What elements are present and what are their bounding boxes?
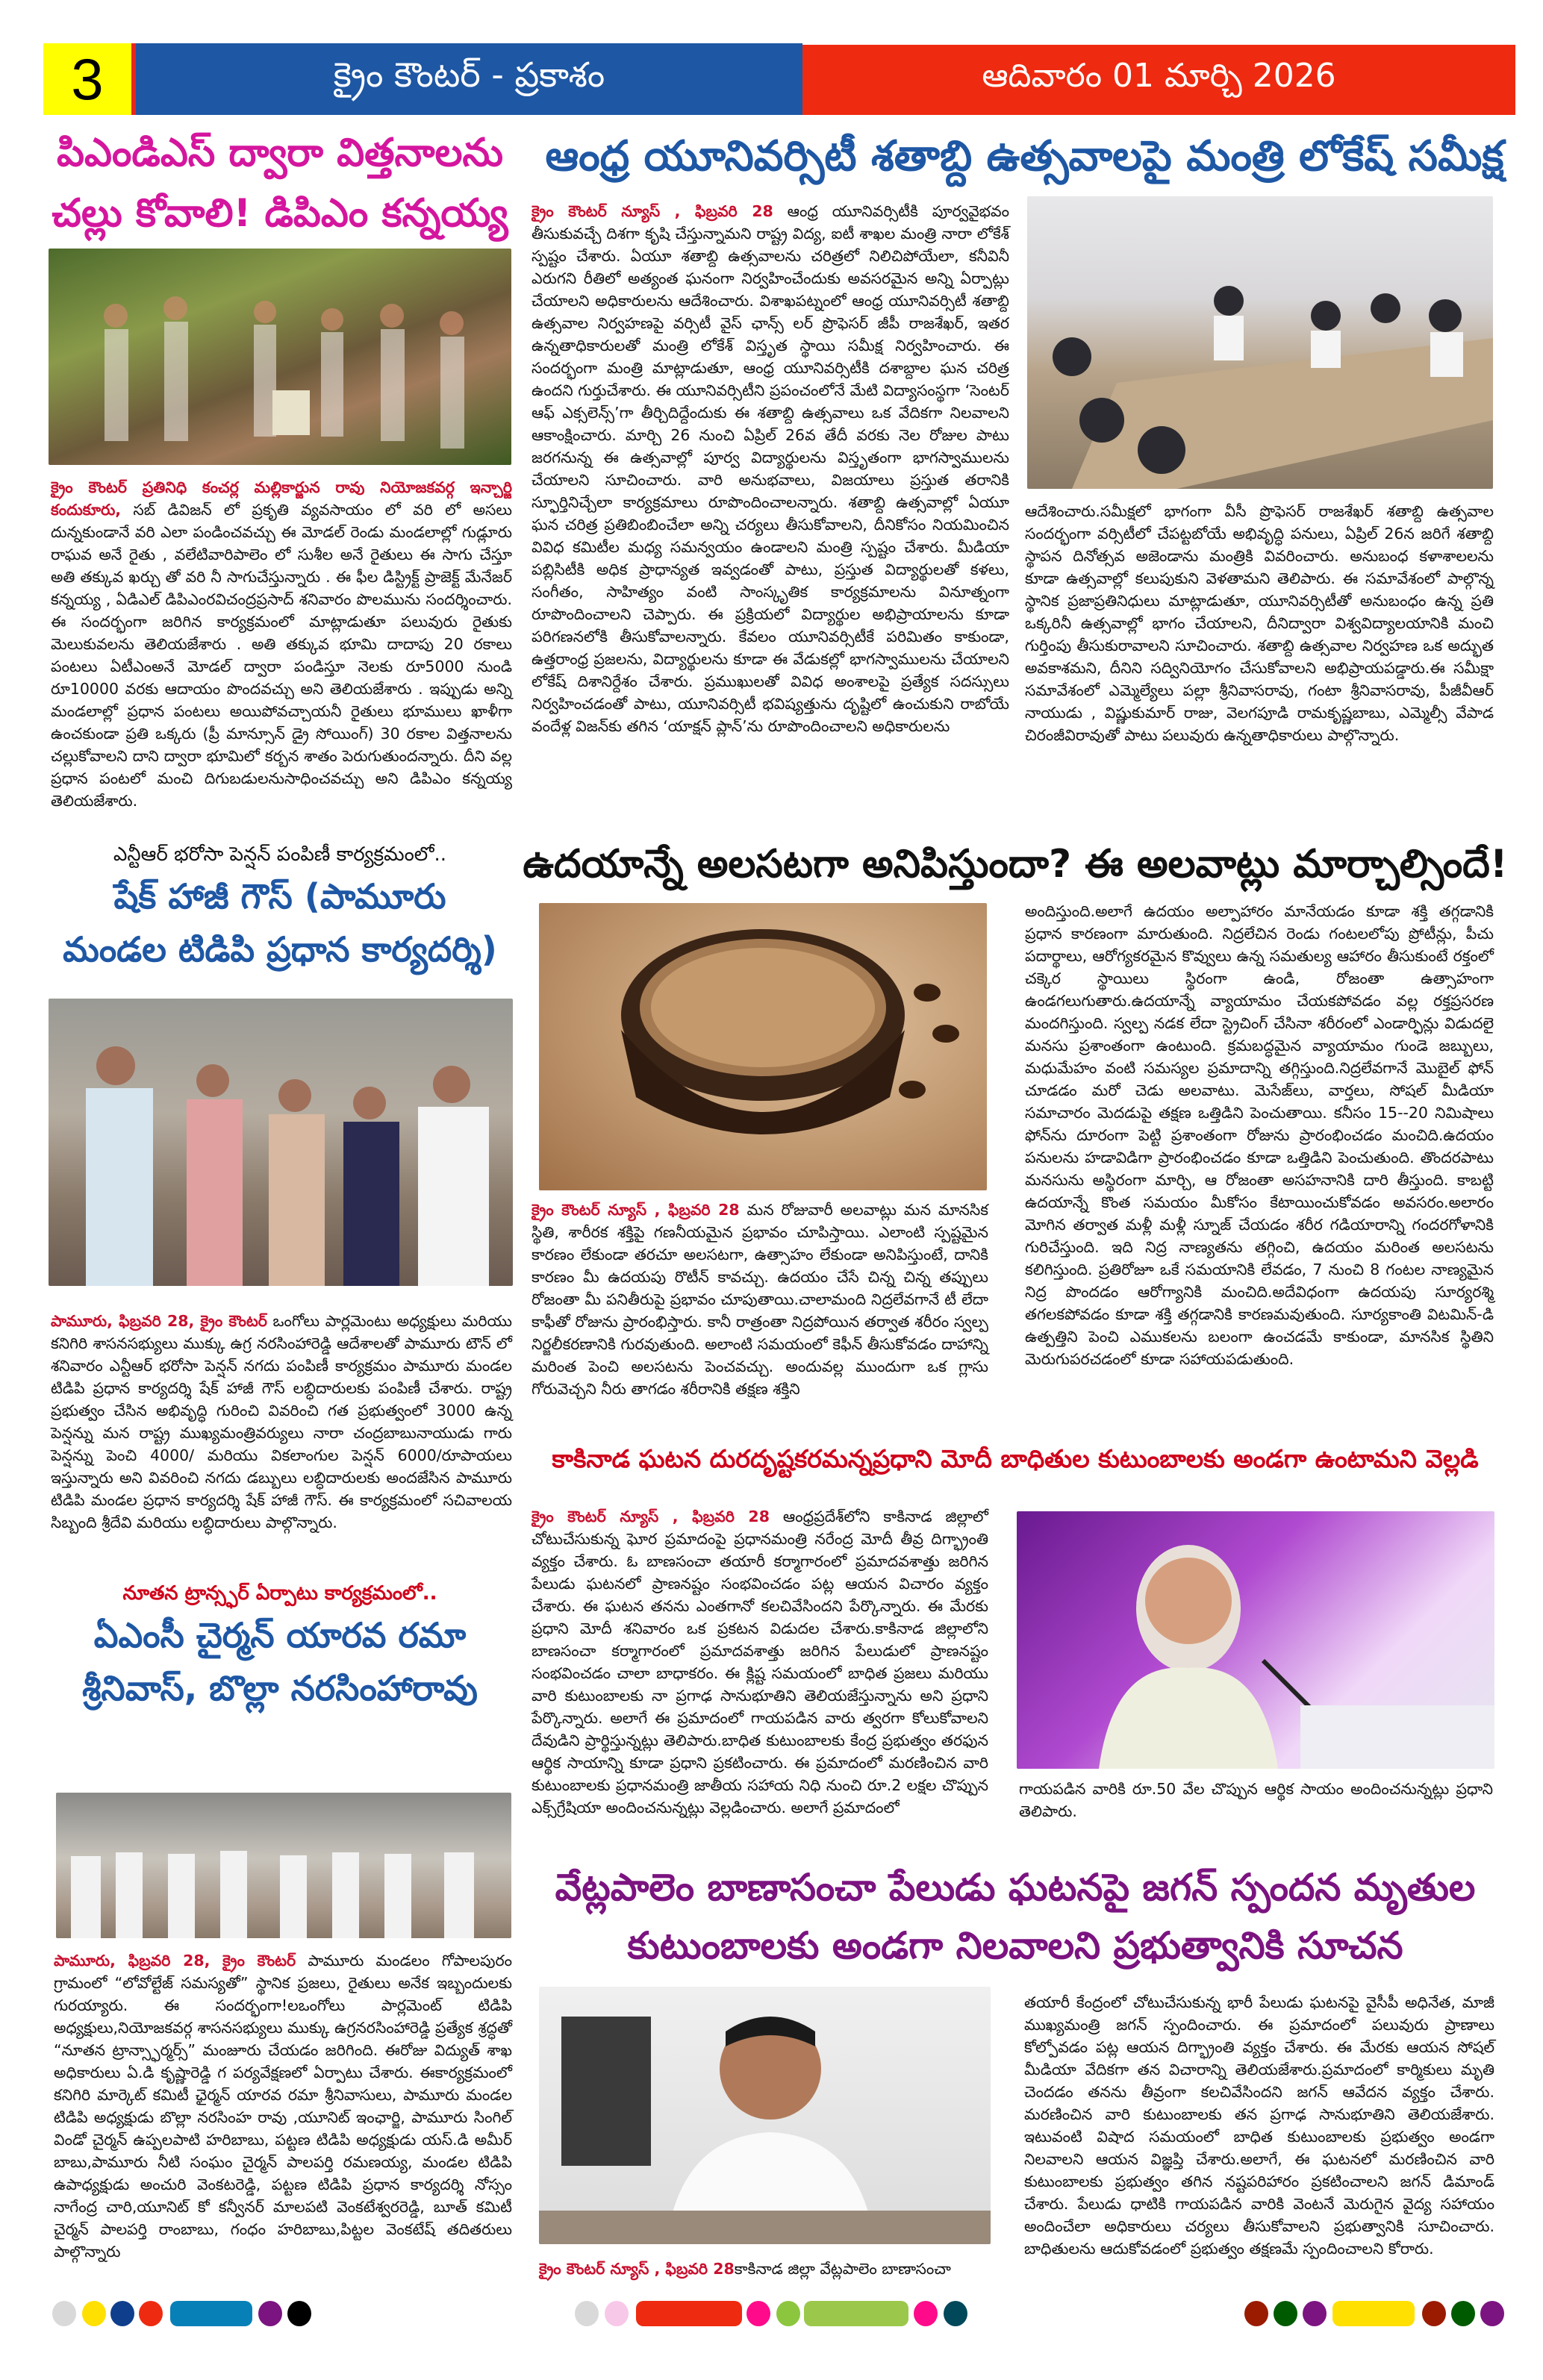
kicker: ఎన్టీఆర్ భరోసా పెన్షన్ పంపిణీ కార్యక్రమంలో.. bbox=[113, 843, 447, 866]
article-lead: క్రైం కౌంటర్ న్యూస్ , ఫిబ్రవరి 28 bbox=[532, 202, 773, 220]
headline-line: మండల టిడిపి ప్రధాన కార్యదర్శి) bbox=[63, 929, 497, 970]
article-body bbox=[54, 1949, 512, 2263]
page-number: 3 bbox=[43, 43, 136, 115]
color-mark bbox=[1244, 2301, 1268, 2326]
article-pmds bbox=[45, 123, 515, 243]
color-mark bbox=[139, 2301, 163, 2326]
article-body-continued: ఆదేశించారు.సమీక్షలో భాగంగా వీసీ ప్రొఫెసర్ రాజశేఖర్ శతాబ్ది ఉత్సవాల సందర్భంగా వర్సిటీలో చేపట్టబోయే అభివృద్ధి పనులు, ఏప్రిల్ 26న జరిగే శతాబ్ది స్థాపన దినోత్సవ అజెండాను మంత్రికి వివరించారు. అనుబంధ కళాశాలలను కూడా ఉత్సవాల్లో కలుపుకుని వెళతామని తెలిపారు. ఈ సమావేశంలో పాల్గొన్న స్థానిక ప్రజాప్రతినిధులు మాట్లాడుతూ, యూనివర్సిటీతో అనుబంధం ఉన్న ప్రతి ఒక్కరినీ ఉత్సవాల్లో భాగం చేయాలని, దీనిద్వారా విశ్వవిద్యాలయానికి మంచి గుర్తింపు తీసుకురావాలని సూచించారు. శతాబ్ది ఉత్సవాల నిర్వహణ ఒక అద్భుత అవకాశమని, దీనిని సద్వినియోగం చేసుకోవాలని అభిప్రాయపడ్డారు.ఈ సమీక్షా సమావేశంలో ఎమ్మెల్యేలు పల్లా శ్రీనివాసరావు, గంటా శ్రీనివాసరావు, పీజీవీఆర్ నాయుడు , విష్ణుకుమార్ రాజు, వెలగపూడి రామకృష్ణబాబు, ఎమ్మెల్సీ వేపాడ చిరంజీవిరావుతో పాటు పలువురు ఉన్నతాధికారులు పాల్గొన్నారు. bbox=[1025, 502, 1494, 744]
article-text: ఆంధ్రప్రదేశ్‌లోని కాకినాడ జిల్లాలో చోటుచేసుకున్న ఘోర ప్రమాదంపై ప్రధానమంత్రి నరేంద్ర మోదీ తీవ్ర దిగ్భ్రాంతి వ్యక్తం చేశారు. ఓ బాణసంచా తయారీ కర్మాగారంలో ప్రమాదవశాత్తు జరిగిన పేలుడు ఘటనలో ప్రాణనష్టం సంభవించడం పట్ల ఆయన విచారం వ్యక్తం చేశారు. ఈ ఘటన తనను ఎంతగానో కలచివేసిందని పేర్కొన్నారు. ఈ మేరకు ప్రధాని మోదీ శనివారం ఒక ప్రకటన విడుదల చేశారు.కాకినాడ జిల్లాలోని బాణసంచా కర్మాగారంలో ప్రమాదవశాత్తు జరిగిన పేలుడులో ప్రాణనష్టం సంభవించడం చాలా బాధాకరం. ఈ క్లిష్ట సమయంలో బాధిత ప్రజలు మరియు వారి కుటుంబాలకు నా ప్రగాఢ సానుభూతిని తెలియజేస్తున్నాను అని ప్రధాని పేర్కొన్నారు. అలాగే ఈ ప్రమాదంలో గాయపడిన వారు త్వరగా కోలుకోవాలని దేవుడిని ప్రార్థిస్తున్నట్లు తెలిపారు.బాధిత కుటుంబాలకు కేంద్ర ప్రభుత్వం తరఫున ఆర్థిక సాయాన్ని కూడా ప్రధాని ప్రకటించారు. ఈ ప్రమాదంలో మరణించిన వారి కుటుంబాలకు ప్రధానమంత్రి జాతీయ సహాయ నిధి నుంచి రూ.2 లక్షల చొప్పున ఎక్స్‌గ్రేషియా అందించనున్నట్లు వెల్లడించారు. అలాగే ప్రమాదంలో bbox=[532, 1508, 989, 1817]
color-mark bbox=[1451, 2301, 1475, 2326]
review-meeting-photo bbox=[1027, 196, 1493, 489]
people-silhouettes-icon bbox=[49, 999, 513, 1286]
headline-line: షేక్ హాజీ గౌస్ (పామూరు bbox=[113, 876, 446, 916]
coffee-cup-photo bbox=[539, 903, 987, 1190]
color-mark bbox=[914, 2301, 938, 2326]
headline-line: శ్రీనివాస్, బొల్లా నరసింహారావు bbox=[82, 1668, 478, 1709]
article-lead: పామూరు, ఫిబ్రవరి 28, క్రైం కౌంటర్ bbox=[51, 1312, 267, 1330]
article-body-continued: అందిస్తుంది.అలాగే ఉదయం అల్పాహారం మానేయడం కూడా శక్తి తగ్గడానికి ప్రధాన కారణంగా మారుతుంది. నిద్రలేచిన రెండు గంటలలోపు ప్రోటీన్లు, పీచు పదార్థాలు, ఆరోగ్యకరమైన కొవ్వులు ఉన్న సమతుల్య ఆహారం తీసుకుంటే రక్తంలో చక్కెర స్థాయిలు స్థిరంగా ఉండి, రోజంతా ఉత్సాహంగా ఉండగలుగుతారు.ఉదయాన్నే వ్యాయామం చేయకపోవడం వల్ల రక్తప్రసరణ మందగిస్తుంది. స్వల్ప నడక లేదా స్ట్రెచింగ్ చేసినా శరీరంలో ఎండార్ఫిన్లు విడుదలై మనసు ప్రశాంతంగా ఉంటుంది. క్రమబద్ధమైన వ్యాయామం గుండె జబ్బులు, మధుమేహం వంటి సమస్యల ప్రమాదాన్ని తగ్గిస్తుంది.నిద్రలేవగానే మొబైల్ ఫోన్ చూడడం మరో చెడు అలవాటు. మెసేజ్‌లు, వార్తలు, సోషల్ మీడియా సమాచారం మెదడుపై తక్షణ ఒత్తిడిని పెంచుతాయి. కనీసం 15--20 నిమిషాలు ఫోన్‌ను దూరంగా పెట్టి ప్రశాంతంగా రోజును ప్రారంభించడం మంచిది.ఉదయం పనులను హడావిడిగా ప్రారంభించడం కూడా ఒత్తిడిని పెంచుతుంది. తొందరపాటు మనసును అస్థిరంగా మార్చి, ఆ రోజంతా అసహనానికి దారి తీస్తుంది. కాబట్టి ఉదయాన్నే కొంత సమయం మీకోసం కేటాయించుకోవడం అవసరం.అలారం మోగిన తర్వాత మళ్లీ మళ్లీ స్నూజ్ చేయడం శరీర గడియారాన్ని గందరగోళానికి గురిచేస్తుంది. ఇది నిద్ర నాణ్యతను తగ్గించి, ఉదయం మరింత అలసటను కలిగిస్తుంది. ప్రతిరోజూ ఒకే సమయానికి లేవడం, 7 నుంచి 8 గంటల నాణ్యమైన నిద్ర పొందడం ఆరోగ్యానికి మంచిది.అదేవిధంగా ఉదయపు సూర్యరశ్మి తగలకపోవడం కూడా శక్తి తగ్గడానికి కారణమవుతుంది. సూర్యకాంతి విటమిన్-డి ఉత్పత్తిని పెంచి ఎముకలను బలంగా ఉంచడమే కాకుండా, మానసిక స్థితిని మెరుగుపరచడంలో కూడా సహాయపడుతుంది. bbox=[1025, 902, 1494, 1368]
paper-title: క్రైం కౌంటర్ - ప్రకాశం bbox=[136, 43, 802, 115]
color-mark bbox=[1480, 2301, 1504, 2326]
speaker-icon bbox=[1017, 1511, 1494, 1769]
article-body bbox=[51, 476, 512, 812]
headline-line: ఏఎంసీ చైర్మన్ యారవ రమా bbox=[93, 1615, 467, 1655]
article-lead: క్రైం కౌంటర్ న్యూస్ , ఫిబ్రవరి 28 bbox=[539, 2260, 735, 2278]
issue-date: ఆదివారం 01 మార్చి 2026 bbox=[802, 45, 1515, 115]
headline-lokesh: ఆంధ్ర యూనివర్సిటీ శతాబ్ది ఉత్సవాలపై మంత్రి లోకేష్ సమీక్ష bbox=[545, 132, 1504, 181]
headline-jagan bbox=[523, 1858, 1508, 1975]
color-mark bbox=[258, 2301, 282, 2326]
headline-morning: ఉదయాన్నే అలసటగా అనిపిస్తుందా? ఈ అలవాట్లు మార్చాల్సిందే! bbox=[523, 842, 1508, 887]
color-mark bbox=[82, 2301, 106, 2326]
headline-line: పిఎండిఎస్ ద్వారా విత్తనాలను bbox=[57, 131, 503, 175]
article-body bbox=[532, 1199, 988, 1400]
person-portrait-icon bbox=[539, 1987, 991, 2244]
color-mark bbox=[575, 2301, 599, 2326]
modi-speaking-photo bbox=[1017, 1511, 1494, 1769]
jagan-photo bbox=[539, 1987, 991, 2244]
headline-line: కుటుంబాలకు అండగా నిలవాలని ప్రభుత్వానికి సూచన bbox=[627, 1924, 1403, 1967]
article-lead: పామూరు, ఫిబ్రవరి 28, క్రైం కౌంటర్ bbox=[54, 1952, 296, 1970]
photo-caption: గాయపడిన వారికి రూ.50 వేల చొప్పున ఆర్థిక సాయం అందించనున్నట్లు ప్రధాని తెలిపారు. bbox=[1019, 1780, 1493, 1820]
people-silhouettes-icon bbox=[56, 1793, 511, 1938]
article-body-continued: తయారీ కేంద్రంలో చోటుచేసుకున్న భారీ పేలుడు ఘటనపై వైసీపీ అధినేత, మాజీ ముఖ్యమంత్రి జగన్ స్పందించారు. ఈ ప్రమాదంలో పలువురు ప్రాణాలు కోల్పోవడం పట్ల ఆయన దిగ్భ్రాంతి వ్యక్తం చేశారు. ఈ మేరకు ఆయన సోషల్ మీడియా వేదికగా తన విచారాన్ని తెలియజేశారు.ప్రమాదంలో కార్మికులు మృతి చెందడం తనను తీవ్రంగా కలచివేసిందని జగన్ ఆవేదన వ్యక్తం చేశారు. మరణించిన వారి కుటుంబాలకు తన ప్రగాఢ సానుభూతిని తెలియజేశారు. ఇటువంటి విషాద సమయంలో బాధిత కుటుంబాలకు ప్రభుత్వం అండగా నిలవాలని ఆయన విజ్ఞప్తి చేశారు.అలాగే, ఈ ఘటనలో మరణించిన వారి కుటుంబాలకు ప్రభుత్వం తగిన నష్టపరిహారం ప్రకటించాలని జగన్ డిమాండ్ చేశారు. పేలుడు ధాటికి గాయపడిన వారికి వెంటనే మెరుగైన వైద్య సహాయం అందించేలా అధికారులు చర్యలు తీసుకోవాలని ప్రభుత్వానికి సూచించారు. బాధితులను ఆదుకోవడంలో ప్రభుత్వం తక్షణమే స్పందించాలని కోరారు. bbox=[1024, 1993, 1494, 2258]
headline-line: చల్లు కోవాలి! డిపిఎం కన్నయ్య bbox=[52, 190, 508, 236]
headline-kakinada: కాకినాడ ఘటన దురదృష్టకరమన్నప్రధాని మోదీ బాధితుల కుటుంబాలకు అండగా ఉంటామని వెల్లడి bbox=[552, 1444, 1479, 1473]
color-mark bbox=[1332, 2301, 1415, 2326]
color-mark bbox=[804, 2301, 908, 2326]
article-body bbox=[51, 1310, 512, 1534]
article-pension bbox=[45, 843, 515, 977]
color-mark bbox=[1274, 2301, 1297, 2326]
color-mark bbox=[170, 2301, 252, 2326]
article-lead: క్రైం కౌంటర్ ప్రతినిధి కంచర్ల మల్లికార్జున రావు నియోజకవర్గ ఇన్చార్జి కందుకూరు, bbox=[51, 478, 512, 519]
people-silhouettes-icon bbox=[49, 249, 511, 465]
article-body bbox=[532, 1505, 988, 1819]
color-mark bbox=[287, 2301, 311, 2326]
article-text: సబ్ డివిజన్ లో ప్రకృతి వ్యవసాయం లో వరి లో అసలు దున్నకుండానే వరి ఎలా పండించవచ్చు ఈ మోడల్ రెండు మండలాల్లో గుడ్లూరు రాఘవ అనే రైతు , వలేటివారిపాలెం లో సుశీల అనే రైతులు ఈ సాగు చేస్తూ అతి తక్కువ ఖర్చు తో వరి నీ సాగుచేస్తున్నారు . ఈ ఫీల డిస్ట్రిక్ట్ ప్రాజెక్ట్ మేనేజర్ కన్నయ్య , ఏడిఎల్ డిపిఎంరవిచంద్రప్రసాద్ శనివారం పొలమును సందర్శించారు. ఈ సందర్భంగా జరిగిన కార్యక్రమంలో మాట్లాడుతూ పలువురు రైతుకు మెలుకువలను తెలియజేశారు . అతి తక్కువ భూమి దాదాపు 20 రకాలు పంటలు ఏటీఎంఅనే మోడల్ ద్వారా పండిస్తూ నెలకు రూ5000 నుండి రూ10000 వరకు ఆదాయం పొందవచ్చు అని తెలియజేశారు . ఇప్పుడు అన్ని మండలాల్లో ప్రధాన పంటలు అయిపోవచ్చాయనీ రైతులు భూములు ఖాళీగా ఉంచకుండా ప్రతి ఒక్కరు (ప్రీ మాన్సూన్ డ్రై సోయింగ్) 30 రకాల విత్తనాలను చల్లుకోవాలని దాని ద్వారా భూమిలో కర్బన శాతం పెరుగుతుందన్నారు. దీని వల్ల ప్రధాన పంటలో మంచి దిగుబడులనుసాధించవచ్చు అని డిపిఎం కన్నయ్య తెలియజేశారు. bbox=[51, 501, 512, 810]
kicker: నూతన ట్రాన్స్ఫర్ ఏర్పాటు కార్యక్రమంలో.. bbox=[122, 1582, 437, 1605]
article-text: ఒంగోలు పార్లమెంటు అధ్యక్షులు మరియు కనిగిరి శాసనసభ్యులు ముక్కు ఉగ్ర నరసింహారెడ్డి ఆదేశాలతో పామూరు టౌన్ లో శనివారం ఎన్టీఆర్ భరోసా పెన్షన్ నగదు పంపిణీ కార్యక్రమం పామూరు మండల టిడిపి ప్రధాన కార్యదర్శి షేక్ హాజీ గౌస్ లబ్ధిదారులకు పంపిణీ చేశారు. రాష్ట్ర ప్రభుత్వం చేసిన అభివృద్ధి గురించి వివరించి గత ప్రభుత్వంలో 3000 ఉన్న పెన్షన్ను మన రాష్ట్ర ముఖ్యమంత్రివర్యులు నారా చంద్రబాబునాయుడు గారు పెన్షన్ను పెంచి 4000/ మరియు వికలాంగుల పెన్షన్ 6000/రూపాయలు ఇస్తున్నారు అని వివరించి నగదు డబ్బులు లబ్ధిదారులకు అందజేసిన పామూరు టిడిపి మండల ప్రధాన కార్యదర్శి షేక్ హాజీ గౌస్. ఈ కార్యక్రమంలో సచివాలయ సిబ్బంది శ్రీదేవి మరియు లబ్ధిదారులు పాల్గొన్నారు. bbox=[51, 1312, 513, 1531]
color-mark bbox=[110, 2301, 134, 2326]
color-mark bbox=[944, 2301, 967, 2326]
article-transformer bbox=[45, 1582, 515, 1716]
article-text: కాకినాడ జిల్లా వేట్లపాలెం బాణాసంచా bbox=[734, 2260, 951, 2278]
pension-distribution-photo bbox=[49, 999, 513, 1286]
article-body bbox=[532, 200, 1009, 737]
article-text: పామూరు మండలం గోపాలపురం గ్రామంలో “లోవోల్టేజ్ సమస్యతో” స్థానిక ప్రజలు, రైతులు అనేక ఇబ్బందులకు గురయ్యారు. ఈ సందర్భంగా!లఒంగోలు పార్లమెంట్ టిడిపి అధ్యక్షులు,నియోజకవర్గ శాసనసభ్యులు ముక్కు ఉగ్రనరసింహారెడ్డి ప్రత్యేక శ్రద్ధతో “నూతన ట్రాన్స్ఫార్మర్స్” మంజూరు చేయడం జరిగింది. ఈరోజు విద్యుత్ శాఖ అధికారులు ఏ.డి కృష్ణారెడ్డి గ పర్యవేక్షణలో ఏర్పాటు చేశారు. ఈకార్యక్రమంలో కనిగిరి మార్కెట్ కమిటీ ఛైర్మన్ యారవ రమా శ్రీనివాసులు, పామూరు మండల టిడిపి అధ్యక్షుడు బొల్లా నరసింహ రావు ,యూనిట్ ఇంఛార్జి, పామూరు సింగిల్ విండో చైర్మన్ ఉప్పలపాటి హరిబాబు, పట్టణ టిడిపి అధ్యక్షుడు యస్.డి అమీర్ బాబు,పామూరు నీటి సంఘం చైర్మన్ పాలపర్తి రమణయ్య, మండల టిడిపి ఉపాధ్యక్షుడు అంచురి వెంకటరెడ్డి, పట్టణ టిడిపి ప్రధాన కార్యదర్శి నోస్సం నాగేంద్ర చారి,యూనిట్ కో కన్వీనర్ మాలపటి వెంకటేశ్వరరెడ్డి, బూత్ కమిటీ చైర్మన్ పాలపర్తి రాంబాబు, గంధం హరిబాబు,పిట్టల వెంకటేష్ తదితరులు పాల్గొన్నారు bbox=[54, 1952, 512, 2261]
color-mark bbox=[1422, 2301, 1446, 2326]
coffee-icon bbox=[539, 903, 987, 1190]
transformer-group-photo bbox=[56, 1793, 511, 1938]
headline-line: వేట్లపాలెం బాణాసంచా పేలుడు ఘటనపై జగన్ స్పందన మృతుల bbox=[555, 1866, 1476, 1909]
meeting-table-icon bbox=[1027, 196, 1493, 489]
color-mark bbox=[52, 2301, 76, 2326]
article-text: మన రోజువారీ అలవాట్లు మన మానసిక స్థితి, శారీరక శక్తిపై గణనీయమైన ప్రభావం చూపిస్తాయి. ఎలాంటి స్పష్టమైన కారణం లేకుండా తరచూ అలసటగా, ఉత్సాహం లేకుండా అనిపిస్తుంటే, దానికి కారణం మీ ఉదయపు రొటీన్ కావచ్చు. ఉదయం చేసే చిన్న చిన్న తప్పులు రోజంతా మీ పనితీరుపై ప్రభావం చూపుతాయి.చాలామంది నిద్రలేవగానే టీ లేదా కాఫీతో రోజును ప్రారంభిస్తారు. కానీ రాత్రంతా నిద్రపోయిన తర్వాత శరీరం స్వల్ప నిర్జలీకరణానికి గురవుతుంది. అలాంటి సమయంలో కెఫీన్ తీసుకోవడం దాహాన్ని మరింత పెంచి అలసటను పెంచవచ్చు. అందువల్ల ముందుగా ఒక గ్లాసు గోరువెచ్చని నీరు తాగడం శరీరానికి తక్షణ శక్తిని bbox=[532, 1201, 988, 1398]
color-mark bbox=[636, 2301, 742, 2326]
article-lead: క్రైం కౌంటర్ న్యూస్ , ఫిబ్రవరి 28 bbox=[532, 1508, 770, 1525]
article-lead: క్రైం కౌంటర్ న్యూస్ , ఫిబ్రవరి 28 bbox=[532, 1201, 740, 1219]
color-mark bbox=[605, 2301, 629, 2326]
article-text: ఆంధ్ర యూనివర్సిటీకి పూర్వవైభవం తీసుకువచ్చే దిశగా కృషి చేస్తున్నామని రాష్ట్ర విద్య, ఐటీ శాఖల మంత్రి నారా లోకేశ్ స్పష్టం చేశారు. ఏయూ శతాబ్ది ఉత్సవాలను చరిత్రలో నిలిచిపోయేలా, కనీవినీ ఎరుగని రీతిలో అత్యంత ఘనంగా నిర్వహించేందుకు అవసరమైన అన్ని ఏర్పాట్లు చేయాలని అధికారులను ఆదేశించారు. విశాఖపట్నంలో ఆంధ్ర యూనివర్సిటీ శతాబ్ది ఉత్సవాల నిర్వహణపై వర్సిటీ వైస్ ఛాన్స్ లర్ ప్రొఫెసర్ జీపీ రాజశేఖర్, ఇతర ఉన్నతాధికారులతో మంత్రి లోకేశ్ విస్తృత స్థాయి సమీక్ష నిర్వహించారు. ఈ సందర్భంగా మంత్రి మాట్లాడుతూ, ఆంధ్ర యూనివర్సిటీకి దశాబ్దాల ఘన చరిత్ర ఉందని గుర్తుచేశారు. ఈ యూనివర్సిటీని ప్రపంచంలోనే మేటి విద్యాసంస్థగా ‘సెంటర్ ఆఫ్ ఎక్సలెన్స్’గా తీర్చిదిద్దేందుకు ఈ శతాబ్ది ఉత్సవాలు ఒక వేదికగా నిలవాలని ఆకాంక్షించారు. మార్చి 26 నుంచి ఏప్రిల్ 26వ తేదీ వరకు నెల రోజుల పాటు జరగనున్న ఈ ఉత్సవాల్లో పూర్వ విద్యార్థులను విస్తృతంగా భాగస్వాములను చేయాలని సూచించారు. వారి అనుభవాలు, విజయాలు ప్రస్తుత తరానికి స్ఫూర్తినిచ్చేలా కార్యక్రమాలు రూపొందించాలన్నారు. శతాబ్ది ఉత్సవాల్లో ఏయూ ఘన చరిత్ర ప్రతిబింబించేలా అన్ని చర్యలు తీసుకోవాలని, దీనికోసం నియమించిన వివిధ కమిటీల మధ్య సమన్వయం ఉండాలని మంత్రి స్పష్టం చేశారు. మీడియా పబ్లిసిటీకి అధిక ప్రాధాన్యత ఇవ్వడంతో పాటు, ప్రస్తుత విద్యార్థులతో కళలు, సంగీతం, సాహిత్యం వంటి సాంస్కృతిక కార్యక్రమాలను వినూత్నంగా రూపొందించాలని చెప్పారు. ఈ ప్రక్రియలో విద్యార్థుల అభిప్రాయాలను కూడా పరిగణనలోకి తీసుకోవాలన్నారు. కేవలం యూనివర్సిటీకే పరిమితం కాకుండా, ఉత్తరాంధ్ర ప్రజలను, విద్యార్థులను కూడా ఈ వేడుకల్లో భాగస్వాములను చేయాలని లోకేష్ దిశానిర్దేశం చేశారు. ప్రముఖులతో వివిధ అంశాలపై ప్రత్యేక సదస్సులు నిర్వహించడంతో పాటు, యూనివర్సిటీ భవిష్యత్తును దృష్టిలో ఉంచుకుని రాబోయే వందేళ్ల విజన్‌కు తగిన ‘యాక్షన్ ప్లాన్’ను రూపొందించాలని అధికారులను bbox=[532, 202, 1010, 735]
color-mark bbox=[776, 2301, 800, 2326]
color-mark bbox=[1303, 2301, 1327, 2326]
article-body bbox=[539, 2258, 994, 2280]
color-mark bbox=[746, 2301, 770, 2326]
farmers-field-photo bbox=[49, 249, 511, 465]
